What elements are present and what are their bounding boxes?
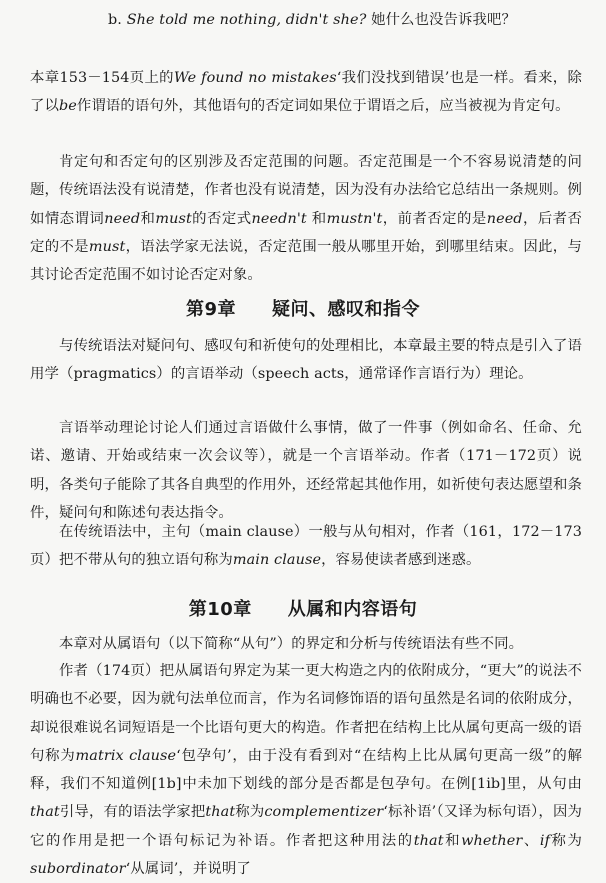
example-sentence — [108, 10, 516, 30]
paragraph-subordinate-intro: 本章对从属语句（以下简称“从句”）的界定和分析与传统语法有些不同。 — [59, 636, 524, 652]
paragraph-subordinate-definition: 作者（174页）把从属语句界定为某一更大构造之内的依附成分，“更大”的说法不明确也不必要，因为就句法单位而言，作为名词修饰语的语句虽然是名词的依附成分，却说很难说名词短语是一个比语句更大的构造。作者把在结构上比从属句更高一级的语句称为matrix clause‘包孕句’，由于没有看到对“在结构上比从属句更高一级”的解释，我们不知道例[1b]中未加下划线的部分是否都是包孕句。在例[1ib]里，从句由that引导，有的语法学家把that称为complementizer‘标补语’（又译为标句语），因为它的作用是把一个语句标记为补语。作者把这种用法的that和whether、if称为subordinator‘从属词’，并说明了 — [30, 663, 582, 878]
chapter-10-number: 第10章 — [188, 599, 252, 620]
chapter-9-title: 疑问、感叹和指令 — [272, 299, 421, 320]
chapter-9-heading — [0, 298, 606, 322]
paragraph-negation-scope: 肯定句和否定句的区别涉及否定范围的问题。否定范围是一个不容易说清楚的问题，传统语法没有说清楚，作者也没有说清楚，因为没有办法给它总结出一条规则。例如情态谓词need和must的否定式needn't 和mustn't，前者否定的是need，后者否定的不是must，语法学家无法说，否定范围一般从哪里开始，到哪里结束。因此，与其讨论否定范围不如讨论否定对象。 — [30, 154, 582, 284]
example-english: She told me nothing, didn't she? — [126, 12, 367, 28]
example-label: b. — [108, 12, 122, 28]
paragraph-main-clause: 在传统语法中，主句（main clause）一般与从句相对，作者（161，172－173页）把不带从句的独立语句称为main clause，容易使读者感到迷惑。 — [30, 524, 582, 569]
paragraph-speech-act-theory: 言语举动理论讨论人们通过言语做什么事情，做了一件事（例如命名、任命、允诺、邀请、开始或结束一次会议等），就是一个言语举动。作者（171－172页）说明，各类句子能除了其各自典型的作用外，还经常起其他作用，如祈使句表达愿望和条件，疑问句和陈述句表达指令。 — [30, 420, 582, 521]
paragraph-speech-acts: 与传统语法对疑问句、感叹句和祈使句的处理相比，本章最主要的特点是引入了语用学（pragmatics）的言语举动（speech acts，通常译作言语行为）理论。 — [30, 338, 582, 383]
chapter-10-title: 从属和内容语句 — [287, 599, 418, 620]
chapter-9-number: 第9章 — [185, 299, 237, 320]
chapter-10-heading — [0, 598, 606, 622]
example-chinese: 她什么也没告诉我吧？ — [371, 12, 516, 28]
paragraph-negation-position: 本章153－154页上的We found no mistakes‘我们没找到错误’也是一样。看来，除了以be作谓语的语句外，其他语句的否定词如果位于谓语之后，应当被视为肯定句。 — [30, 70, 582, 115]
